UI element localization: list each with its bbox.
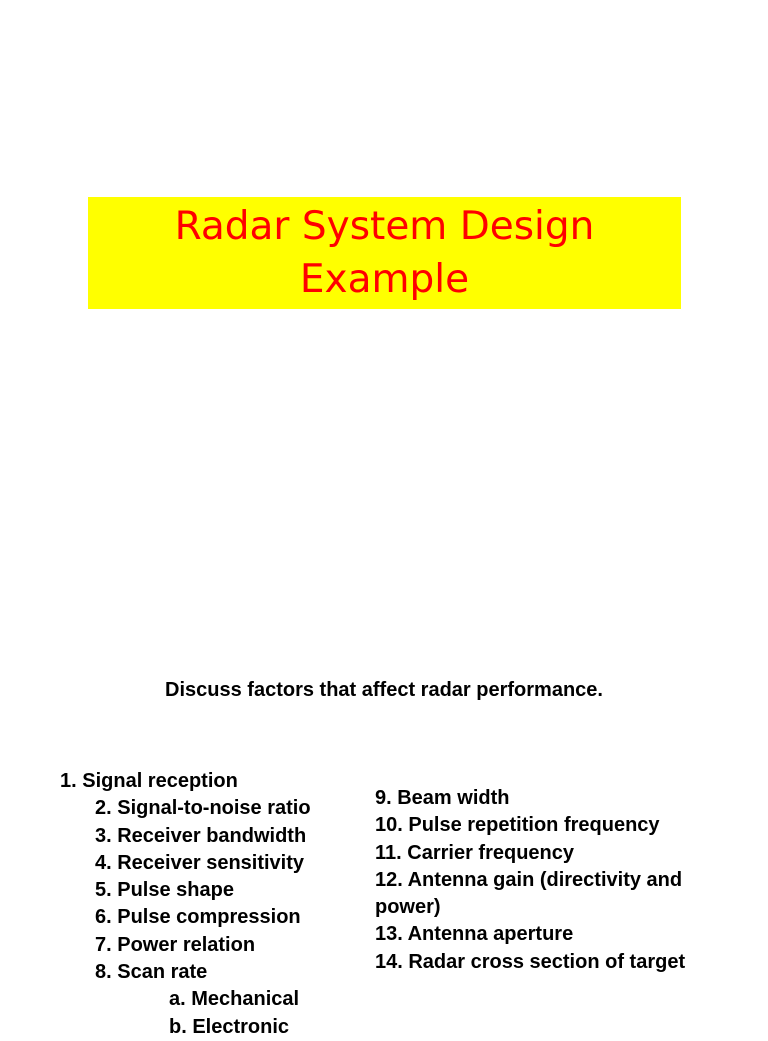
title-box — [88, 197, 681, 309]
factor-list-right — [375, 785, 695, 976]
factor-list-left — [60, 768, 311, 1041]
list-item: a. Mechanical — [169, 988, 300, 1011]
list-item: 10. Pulse repetition frequency — [375, 814, 660, 837]
list-item: 12. Antenna gain (directivity and power) — [375, 868, 683, 919]
list-item: 11. Carrier frequency — [375, 841, 574, 864]
list-item: 2. Signal-to-noise ratio — [95, 797, 311, 820]
list-item: 8. Scan rate — [95, 961, 208, 984]
list-item: 13. Antenna aperture — [375, 923, 574, 946]
list-item: 3. Receiver bandwidth — [95, 824, 307, 847]
slide-title-line-1: Radar System Design — [174, 204, 595, 249]
list-item: 5. Pulse shape — [95, 879, 234, 902]
list-item: 7. Power relation — [95, 933, 256, 956]
list-item: 14. Radar cross section of target — [375, 950, 686, 973]
list-item: 1. Signal reception — [60, 770, 238, 792]
slide-title-line-2: Example — [299, 257, 470, 302]
slide-subtitle: Discuss factors that affect radar performance. — [165, 679, 603, 701]
list-item: 6. Pulse compression — [95, 906, 301, 929]
list-item: 9. Beam width — [375, 787, 510, 809]
list-item: 4. Receiver sensitivity — [95, 851, 305, 874]
list-item: b. Electronic — [169, 1015, 290, 1038]
